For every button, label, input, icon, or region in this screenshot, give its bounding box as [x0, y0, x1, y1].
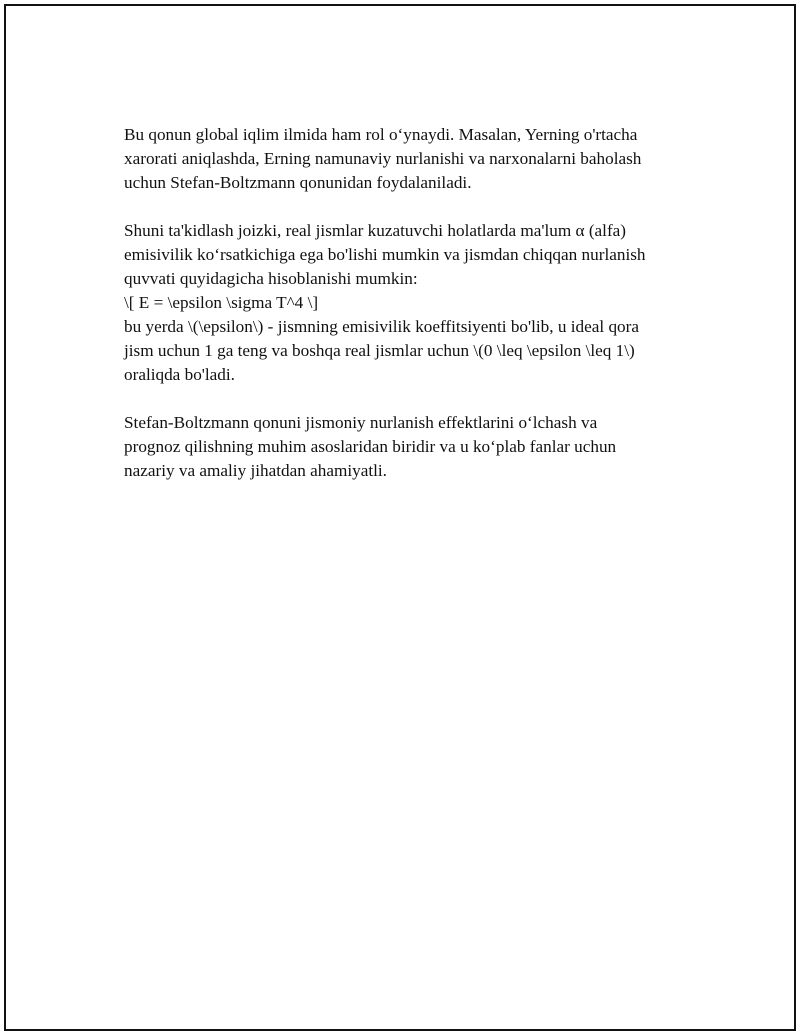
- document-body: [124, 123, 704, 483]
- paragraph-conclusion: Stefan-Boltzmann qonuni jismoniy nurlanish effektlarini o‘lchash va prognoz qilishning muhim asoslaridan biridir va u ko‘plab fanlar uchun nazariy va amaliy jihatdan ahamiyatli.: [124, 413, 617, 480]
- paragraph-global-climate: Bu qonun global iqlim ilmida ham rol o‘ynaydi. Masalan, Yerning o'rtacha xarorati aniqlashda, Erning namunaviy nurlanishi va narxonalarni baholash uchun Stefan-Boltzmann qonunidan foydalaniladi.: [124, 125, 642, 192]
- paragraph-emissivity: Shuni ta'kidlash joizki, real jismlar kuzatuvchi holatlarda ma'lum α (alfa) emisivilik ko‘rsatkichiga ega bo'lishi mumkin va jismdan chiqqan nurlanish quvvati quyidagicha hisoblanishi mumkin: \[ E = \epsilon \sigma T^4 \] bu yerda \(\epsilon\) - jismning emisivilik koeffitsiyenti bo'lib, u ideal qora jism uchun 1 ga teng va boshqa real jismlar uchun \(0 \leq \epsilon \leq 1\) oraliqda bo'ladi.: [124, 221, 646, 384]
- page-frame: [4, 4, 796, 1031]
